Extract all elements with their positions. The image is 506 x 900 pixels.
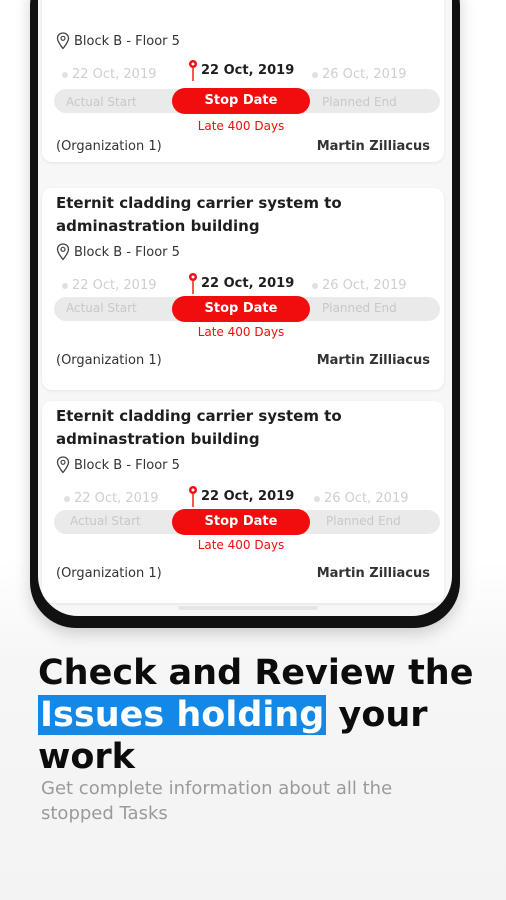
location-text: Block B - Floor 5 bbox=[74, 33, 180, 49]
map-pin-outline-icon bbox=[56, 456, 70, 474]
planned-end-label: Planned End bbox=[326, 514, 401, 528]
assignee-name: Martin Zilliacus bbox=[316, 139, 430, 154]
faded-dot bbox=[62, 72, 68, 78]
actual-start-date bbox=[62, 278, 157, 293]
organization-label: (Organization 1) bbox=[56, 139, 162, 154]
red-pin-icon bbox=[188, 485, 198, 507]
map-pin-outline-icon bbox=[56, 243, 70, 261]
actual-start-date-text: 22 Oct, 2019 bbox=[72, 278, 157, 293]
stop-date-badge[interactable]: Stop Date bbox=[172, 296, 310, 322]
stop-date-badge[interactable]: Stop Date bbox=[172, 509, 310, 535]
promo-subtext: Get complete information about all the stopped Tasks bbox=[41, 778, 393, 824]
headline-line-1: Check and Review the bbox=[38, 653, 474, 693]
late-indicator: Late 400 Days bbox=[197, 119, 285, 133]
actual-start-label: Actual Start bbox=[66, 301, 137, 315]
headline-line-2 bbox=[38, 694, 498, 736]
stop-date-text: 22 Oct, 2019 bbox=[201, 275, 295, 291]
red-pin-icon bbox=[188, 272, 198, 294]
stop-date-badge[interactable]: Stop Date bbox=[172, 88, 310, 114]
planned-end-date-text: 26 Oct, 2019 bbox=[324, 491, 409, 506]
home-indicator bbox=[178, 606, 318, 610]
planned-end-label: Planned End bbox=[322, 95, 397, 109]
actual-start-label: Actual Start bbox=[70, 514, 141, 528]
late-indicator: Late 400 Days bbox=[197, 325, 285, 339]
planned-end-label: Planned End bbox=[322, 301, 397, 315]
actual-start-date-text: 22 Oct, 2019 bbox=[72, 67, 157, 82]
task-title: Eternit cladding carrier system to adminastration building bbox=[56, 194, 342, 235]
planned-end-date-text: 26 Oct, 2019 bbox=[322, 278, 407, 293]
task-location bbox=[56, 241, 180, 263]
task-card[interactable] bbox=[42, 188, 444, 390]
task-card[interactable] bbox=[42, 0, 444, 162]
stop-date-value bbox=[188, 272, 294, 294]
planned-end-date bbox=[314, 491, 409, 506]
stop-date-text: 22 Oct, 2019 bbox=[201, 62, 295, 78]
headline-line-3: work bbox=[38, 737, 135, 777]
red-pin-icon bbox=[188, 59, 198, 81]
late-indicator: Late 400 Days bbox=[197, 538, 285, 552]
faded-dot bbox=[314, 496, 320, 502]
task-title: Eternit cladding carrier system to adminastration building bbox=[56, 407, 342, 448]
stop-date-value bbox=[188, 485, 294, 507]
location-text: Block B - Floor 5 bbox=[74, 457, 180, 473]
actual-start-label: Actual Start bbox=[66, 95, 137, 109]
headline-highlight: Issues holding bbox=[40, 695, 325, 735]
faded-dot bbox=[312, 72, 318, 78]
promo-headline bbox=[38, 652, 498, 778]
organization-label: (Organization 1) bbox=[56, 353, 162, 368]
location-text: Block B - Floor 5 bbox=[74, 244, 180, 260]
task-location bbox=[56, 454, 180, 476]
planned-end-date bbox=[312, 278, 407, 293]
actual-start-date bbox=[62, 67, 157, 82]
assignee-name: Martin Zilliacus bbox=[316, 353, 430, 368]
faded-dot bbox=[64, 496, 70, 502]
planned-end-date-text: 26 Oct, 2019 bbox=[322, 67, 407, 82]
faded-dot bbox=[312, 283, 318, 289]
headline-line-2-rest: your bbox=[338, 695, 428, 735]
task-card[interactable] bbox=[42, 401, 444, 603]
stop-date-text: 22 Oct, 2019 bbox=[201, 488, 295, 504]
actual-start-date-text: 22 Oct, 2019 bbox=[74, 491, 159, 506]
task-location bbox=[56, 30, 180, 52]
organization-label: (Organization 1) bbox=[56, 566, 162, 581]
map-pin-outline-icon bbox=[56, 32, 70, 50]
planned-end-date bbox=[312, 67, 407, 82]
actual-start-date bbox=[64, 491, 159, 506]
stop-date-value bbox=[188, 59, 294, 81]
phone-screen bbox=[38, 0, 452, 616]
assignee-name: Martin Zilliacus bbox=[316, 566, 430, 581]
faded-dot bbox=[62, 283, 68, 289]
